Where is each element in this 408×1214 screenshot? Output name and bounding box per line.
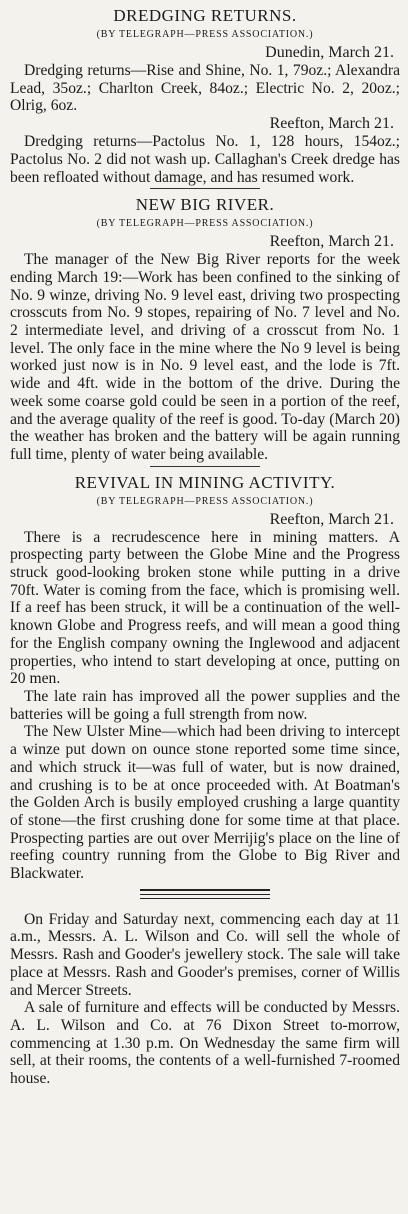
big-river-dateline: Reefton, March 21. xyxy=(269,233,394,251)
double-rule-divider-lower xyxy=(140,898,270,899)
notice-jewellery-sale: On Friday and Saturday next, commencing each day at 11 a.m., Messrs. A. L. Wilson and Co. will sell the whole of Messrs. Rash and Gooder's jewellery stock. The sale will take place at Messrs. Rash and Gooder's premises, corner of Willis and Mercer Streets. xyxy=(10,910,400,999)
revival-paragraph-1: There is a recrudescence here in mining matters. A prospecting party between the Globe Mine and the Progress struck good-looking broken stone while putting in a drive 70ft. Water is coming from the face, which is promising well. If a reef has been struck, it will be a continuation of the well-known Globe and Progress reefs, and will mean a good thing for the English company owning the Inglewood and adjacent properties, who intend to start developing at once, putting on 20 men. xyxy=(10,528,400,688)
big-river-paragraph: The manager of the New Big River reports for the week ending March 19:—Work has been confined to the sinking of No. 9 winze, driving No. 9 level east, driving two prospecting crosscuts from No. 9 stopes, repairing of No. 7 level and No. 2 intermediate level, and driving of a crosscut from No. 1 level. The only face in the mine where the No 9 level is being worked just now is in No. 9 level east, and the lode is 7ft. wide and 4ft. wide in the bottom of the drive. During the week some coarse gold could be seen in a portion of the reef, and the average quality of the reef is good. To-day (March 20) the weather has broken and the battery will be again running full time, plenty of water being available. xyxy=(10,251,400,463)
dredging-returns-article xyxy=(10,6,400,189)
new-big-river-article xyxy=(10,195,400,466)
double-rule-divider xyxy=(140,889,270,895)
big-river-heading: NEW BIG RIVER. xyxy=(135,195,275,215)
dredging-dateline-reefton: Reefton, March 21. xyxy=(269,115,394,133)
dredging-dateline-dunedin: Dunedin, March 21. xyxy=(265,44,394,61)
revival-paragraph-2: The late rain has improved all the power supplies and the batteries will be going a full strength from now. xyxy=(10,687,400,723)
revival-dateline: Reefton, March 21. xyxy=(269,510,394,528)
section-divider xyxy=(150,466,260,467)
revival-heading: REVIVAL IN MINING ACTIVITY. xyxy=(74,472,336,492)
dredging-credit: (BY TELEGRAPH—PRESS ASSOCIATION.) xyxy=(96,29,314,40)
auction-notices xyxy=(10,911,400,1088)
dredging-heading: DREDGING RETURNS. xyxy=(113,6,297,25)
dredging-paragraph-dunedin: Dredging returns—Rise and Shine, No. 1, 79oz.; Alexandra Lead, 35oz.; Charlton Creek, 84oz.; Electric No. 2, 20oz.; Olrig, 6oz. xyxy=(10,62,400,115)
big-river-credit: (BY TELEGRAPH—PRESS ASSOCIATION.) xyxy=(96,218,314,230)
dredging-paragraph-reefton: Dredging returns—Pactolus No. 1, 128 hours, 154oz.; Pactolus No. 2 did not wash up. Callaghan's Creek dredge has been refloated without damage, and has resumed work. xyxy=(10,133,400,186)
section-divider xyxy=(150,188,260,189)
revival-mining-article xyxy=(10,473,400,883)
revival-paragraph-3: The New Ulster Mine—which had been driving to intercept a winze put down on ounce stone reported some time since, and which struck it—was full of water, but is now drained, and crushing is to be at once proceeded with. At Boatman's the Golden Arch is busily employed crushing a large quantity of stone—the first crushing done for some time at that place. Prospecting parties are out over Merrijig's place on the line of reefing country running from the Globe to Big River and Blackwater. xyxy=(10,723,400,883)
revival-credit: (BY TELEGRAPH—PRESS ASSOCIATION.) xyxy=(96,495,314,507)
notice-furniture-sale: A sale of furniture and effects will be conducted by Messrs. A. L. Wilson and Co. at 76 Dixon Street to-morrow, commencing at 1.30 p.m. On Wednesday the same firm will sell, at their rooms, the contents of a well-furnished 7-roomed house. xyxy=(10,999,400,1088)
